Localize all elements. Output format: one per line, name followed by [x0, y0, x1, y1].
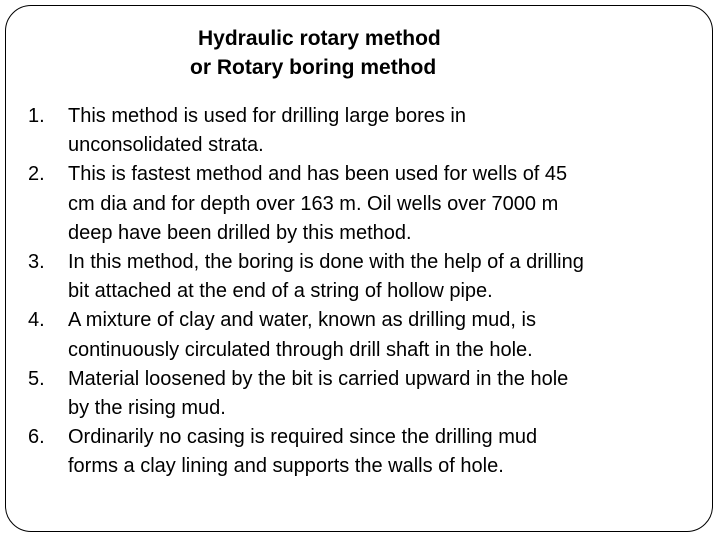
item-number: 3. [28, 251, 45, 274]
item-text-line: forms a clay lining and supports the walls of hole. [68, 455, 504, 478]
item-number: 1. [28, 105, 45, 127]
list-item [28, 248, 708, 306]
title-line-2: or Rotary boring method [190, 56, 437, 79]
item-text-line: continuously circulated through drill shaft in the hole. [68, 338, 533, 361]
list-item [28, 102, 708, 160]
item-number: 6. [28, 426, 45, 449]
slide-title [190, 24, 510, 82]
item-number: 2. [28, 163, 45, 186]
item-text-line: A mixture of clay and water, known as drilling mud, is [68, 309, 536, 332]
item-number: 5. [28, 367, 45, 390]
list-item [28, 423, 708, 481]
item-text-line: unconsolidated strata. [68, 134, 264, 157]
item-text-line: Material loosened by the bit is carried upward in the hole [68, 367, 569, 390]
item-text-line: In this method, the boring is done with the help of a drilling [68, 251, 584, 274]
item-text-line: Ordinarily no casing is required since the drilling mud [68, 426, 538, 449]
item-text-line: This is fastest method and has been used for wells of 45 [68, 163, 568, 186]
item-text-line: by the rising mud. [68, 397, 226, 420]
point-list [28, 102, 708, 482]
item-text-line: cm dia and for depth over 163 m. Oil wells over 7000 m [68, 192, 559, 215]
item-text-line: This method is used for drilling large bores in [68, 105, 466, 127]
list-item [28, 365, 708, 423]
list-item [28, 160, 708, 248]
item-number: 4. [28, 309, 45, 332]
list-item [28, 306, 708, 364]
title-line-1: Hydraulic rotary method [198, 27, 441, 50]
item-text-line: deep have been drilled by this method. [68, 221, 412, 244]
item-text-line: bit attached at the end of a string of hollow pipe. [68, 280, 493, 303]
